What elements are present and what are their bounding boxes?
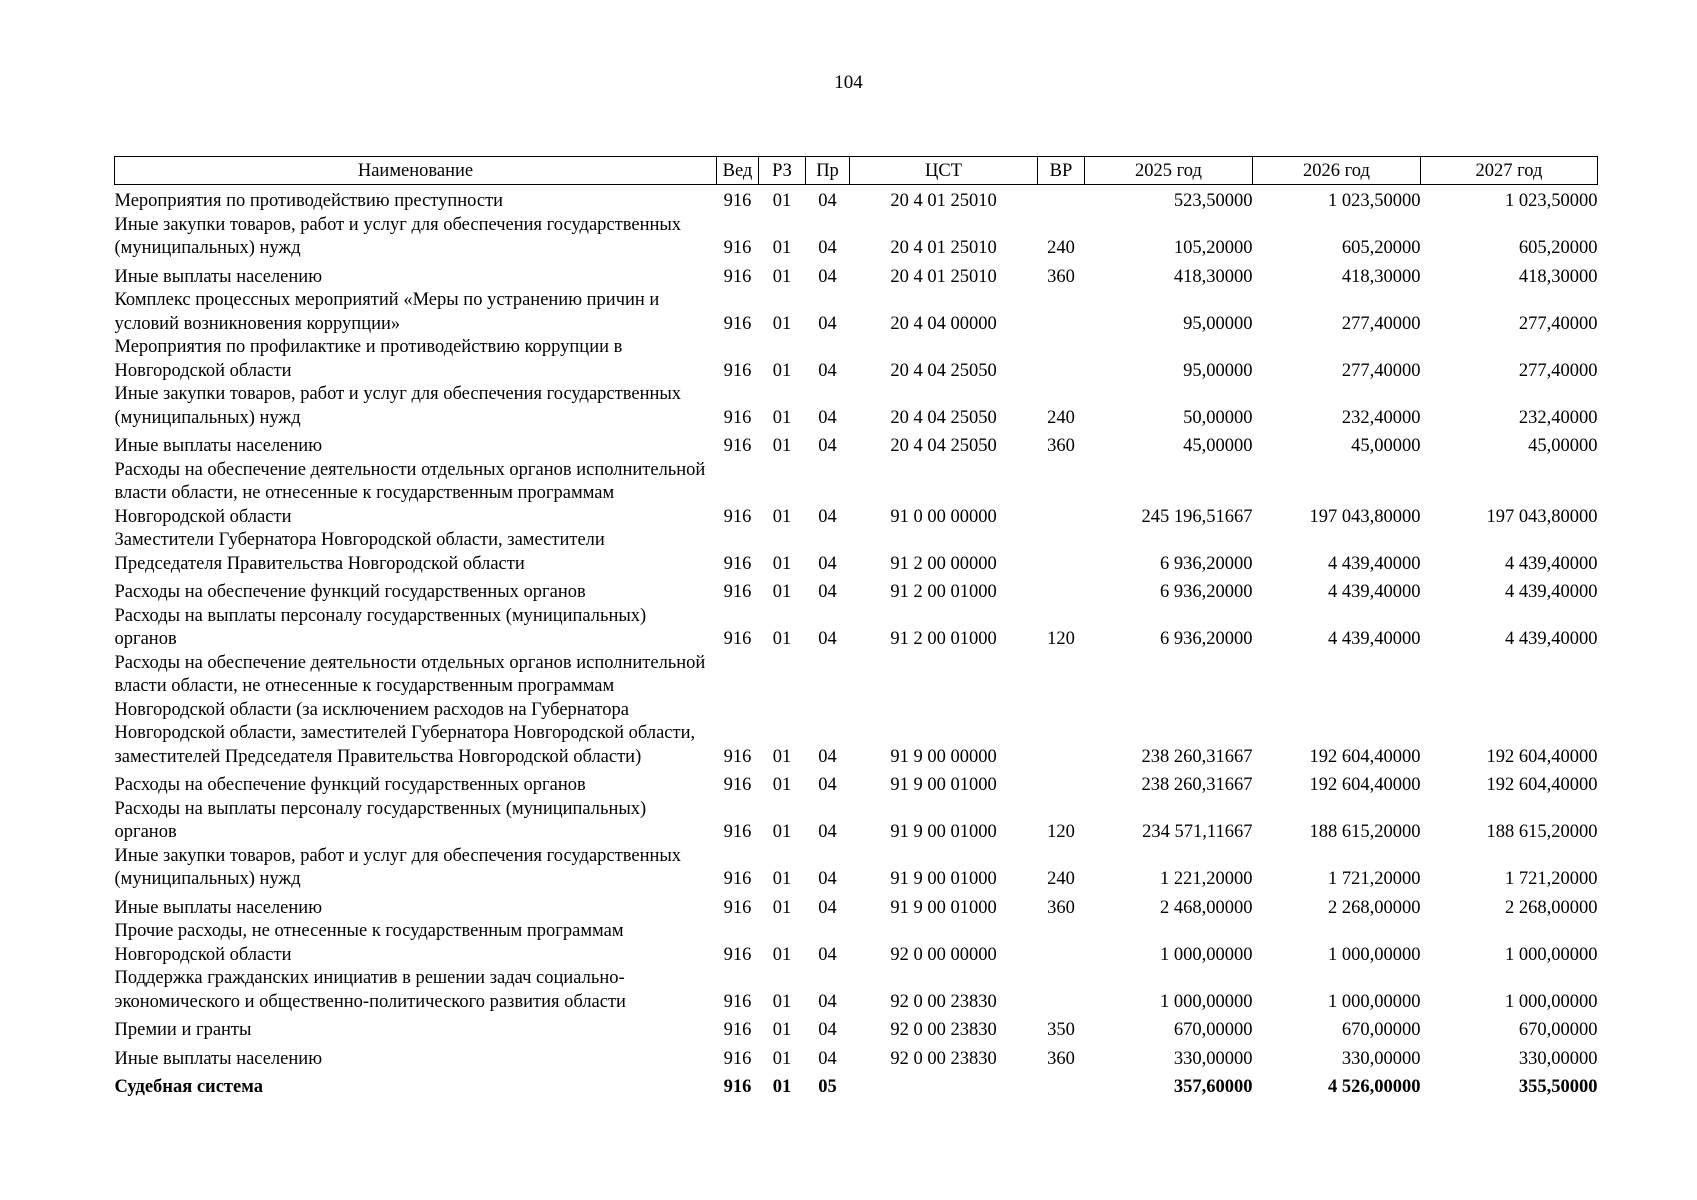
cell-ved: 916 xyxy=(723,506,752,527)
cell-y2025: 1 000,00000 xyxy=(1160,944,1253,965)
header-pr: Пр xyxy=(806,157,850,185)
table-row xyxy=(115,1043,1598,1072)
cell-y2026: 232,40000 xyxy=(1341,407,1421,428)
cell-rz: 01 xyxy=(772,1048,792,1069)
cell-name: Расходы на обеспечение функций государственных органов xyxy=(114,775,586,795)
page-number: 104 xyxy=(834,72,863,93)
cell-pr: 04 xyxy=(818,869,837,889)
cell-vr xyxy=(1038,769,1085,798)
cell-name: Расходы на обеспечение функций государственных органов xyxy=(114,582,586,602)
cell-cst: 20 4 01 25010 xyxy=(890,266,997,287)
cell-y2026: 4 526,00000 xyxy=(1328,1077,1421,1097)
header-ved: Вед xyxy=(717,157,759,185)
cell-cst: 91 2 00 01000 xyxy=(890,629,997,649)
cell-rz: 01 xyxy=(772,582,792,602)
cell-rz: 01 xyxy=(772,238,792,258)
cell-ved: 916 xyxy=(723,436,752,456)
cell-y2026: 197 043,80000 xyxy=(1309,506,1421,527)
table-row xyxy=(115,845,1598,892)
cell-pr: 04 xyxy=(818,1020,837,1040)
cell-vr: 360 xyxy=(1047,897,1075,918)
cell-y2025: 1 221,20000 xyxy=(1160,869,1253,889)
cell-pr: 04 xyxy=(818,313,837,334)
table-row xyxy=(115,892,1598,921)
cell-cst: 92 0 00 23830 xyxy=(890,991,997,1012)
cell-y2026: 605,20000 xyxy=(1341,238,1421,258)
cell-rz: 01 xyxy=(772,629,792,649)
table-row xyxy=(115,459,1598,530)
cell-ved: 916 xyxy=(723,629,752,649)
cell-cst xyxy=(850,1071,1038,1100)
cell-y2026: 188 615,20000 xyxy=(1309,822,1421,842)
cell-y2025: 105,20000 xyxy=(1173,238,1253,258)
table-row xyxy=(115,430,1598,459)
cell-y2025: 95,00000 xyxy=(1183,360,1253,381)
cell-cst: 91 2 00 01000 xyxy=(890,582,997,602)
cell-name: Расходы на выплаты персоналу государственных (муниципальных) органов xyxy=(114,605,647,649)
cell-ved: 916 xyxy=(723,944,752,965)
table-row-total xyxy=(115,1071,1598,1100)
cell-name: Заместители Губернатора Новгородской области, заместители Председателя Правительства Новгородской области xyxy=(114,530,605,574)
cell-y2027: 4 439,40000 xyxy=(1505,553,1598,574)
cell-y2025: 245 196,51667 xyxy=(1141,506,1253,527)
cell-y2027: 418,30000 xyxy=(1518,266,1598,287)
budget-table xyxy=(114,156,1598,1100)
cell-y2026: 1 000,00000 xyxy=(1328,944,1421,965)
cell-cst: 92 0 00 00000 xyxy=(890,944,997,965)
cell-cst: 20 4 04 25050 xyxy=(890,407,997,428)
header-cst: ЦСТ xyxy=(850,157,1038,185)
cell-vr xyxy=(1038,289,1085,336)
cell-y2025: 238 260,31667 xyxy=(1141,775,1253,795)
cell-rz: 01 xyxy=(772,553,792,574)
cell-cst: 20 4 04 25050 xyxy=(890,360,997,381)
cell-vr: 360 xyxy=(1047,266,1075,287)
cell-y2026: 1 000,00000 xyxy=(1328,991,1421,1012)
cell-rz: 01 xyxy=(772,869,792,889)
cell-y2026: 4 439,40000 xyxy=(1328,629,1421,649)
cell-pr: 04 xyxy=(818,746,837,767)
cell-ved: 916 xyxy=(723,1077,752,1097)
cell-y2027: 277,40000 xyxy=(1518,313,1598,334)
cell-pr: 05 xyxy=(818,1077,837,1097)
cell-y2026: 1 023,50000 xyxy=(1328,191,1421,211)
header-2026: 2026 год xyxy=(1253,157,1421,185)
cell-name: Расходы на выплаты персоналу государственных (муниципальных) органов xyxy=(114,798,647,842)
cell-pr: 04 xyxy=(818,629,837,649)
cell-rz: 01 xyxy=(772,822,792,842)
table-row xyxy=(115,1014,1598,1043)
cell-vr xyxy=(1038,967,1085,1014)
cell-vr: 360 xyxy=(1047,1048,1075,1069)
cell-name: Судебная система xyxy=(114,1077,263,1097)
cell-cst: 20 4 04 25050 xyxy=(890,436,997,456)
cell-ved: 916 xyxy=(723,822,752,842)
cell-vr: 120 xyxy=(1047,822,1075,842)
cell-y2027: 192 604,40000 xyxy=(1486,746,1598,767)
cell-rz: 01 xyxy=(772,436,792,456)
cell-rz: 01 xyxy=(772,407,792,428)
cell-name: Иные выплаты населению xyxy=(114,1048,323,1069)
cell-cst: 92 0 00 23830 xyxy=(890,1048,997,1069)
cell-y2027: 670,00000 xyxy=(1518,1020,1598,1040)
cell-rz: 01 xyxy=(772,506,792,527)
cell-y2026: 670,00000 xyxy=(1341,1020,1421,1040)
cell-name: Иные выплаты населению xyxy=(114,436,323,456)
cell-name: Иные закупки товаров, работ и услуг для обеспечения государственных (муниципальных) нужд xyxy=(114,214,682,258)
cell-y2026: 277,40000 xyxy=(1341,360,1421,381)
cell-rz: 01 xyxy=(772,266,792,287)
cell-vr: 350 xyxy=(1047,1020,1075,1040)
cell-y2027: 605,20000 xyxy=(1518,238,1598,258)
cell-y2025: 670,00000 xyxy=(1173,1020,1253,1040)
cell-ved: 916 xyxy=(723,313,752,334)
cell-vr xyxy=(1038,920,1085,967)
table-row xyxy=(115,576,1598,605)
cell-y2025: 238 260,31667 xyxy=(1141,746,1253,767)
table-row xyxy=(115,529,1598,576)
cell-y2025: 95,00000 xyxy=(1183,313,1253,334)
cell-name: Прочие расходы, не отнесенные к государственным программам Новгородской области xyxy=(114,921,624,965)
cell-cst: 91 9 00 01000 xyxy=(890,775,997,795)
cell-cst: 20 4 01 25010 xyxy=(890,238,997,258)
cell-y2025: 357,60000 xyxy=(1173,1077,1253,1097)
cell-y2027: 197 043,80000 xyxy=(1486,506,1598,527)
cell-y2025: 6 936,20000 xyxy=(1160,582,1253,602)
header-vr: ВР xyxy=(1038,157,1085,185)
cell-cst: 91 9 00 01000 xyxy=(890,822,997,842)
cell-pr: 04 xyxy=(818,238,837,258)
cell-ved: 916 xyxy=(723,238,752,258)
cell-vr: 240 xyxy=(1047,869,1075,889)
table-row xyxy=(115,185,1598,214)
cell-vr: 240 xyxy=(1047,407,1075,428)
cell-y2025: 330,00000 xyxy=(1173,1048,1253,1069)
cell-name: Иные закупки товаров, работ и услуг для обеспечения государственных (муниципальных) нужд xyxy=(114,845,682,889)
cell-pr: 04 xyxy=(818,822,837,842)
cell-pr: 04 xyxy=(818,266,837,287)
cell-y2026: 418,30000 xyxy=(1341,266,1421,287)
cell-y2026: 45,00000 xyxy=(1351,436,1421,456)
cell-pr: 04 xyxy=(818,775,837,795)
cell-rz: 01 xyxy=(772,897,792,918)
cell-cst: 20 4 01 25010 xyxy=(890,191,997,211)
cell-ved: 916 xyxy=(723,266,752,287)
cell-pr: 04 xyxy=(818,506,837,527)
cell-y2027: 1 000,00000 xyxy=(1505,944,1598,965)
cell-y2025: 50,00000 xyxy=(1183,407,1253,428)
cell-pr: 04 xyxy=(818,897,837,918)
cell-pr: 04 xyxy=(818,1048,837,1069)
cell-rz: 01 xyxy=(772,1020,792,1040)
cell-rz: 01 xyxy=(772,191,792,211)
cell-vr: 240 xyxy=(1047,238,1075,258)
table-row xyxy=(115,289,1598,336)
cell-vr xyxy=(1038,336,1085,383)
cell-y2026: 192 604,40000 xyxy=(1309,746,1421,767)
cell-y2027: 2 268,00000 xyxy=(1505,897,1598,918)
cell-cst: 91 2 00 00000 xyxy=(890,553,997,574)
cell-y2025: 1 000,00000 xyxy=(1160,991,1253,1012)
cell-pr: 04 xyxy=(818,360,837,381)
cell-pr: 04 xyxy=(818,407,837,428)
cell-pr: 04 xyxy=(818,582,837,602)
header-2027: 2027 год xyxy=(1421,157,1598,185)
header-rz: РЗ xyxy=(759,157,806,185)
table-row xyxy=(115,383,1598,430)
cell-name: Расходы на обеспечение деятельности отдельных органов исполнительной власти области, не отнесенные к государственным программам Новгородской области xyxy=(114,459,706,527)
cell-y2027: 232,40000 xyxy=(1518,407,1598,428)
cell-name: Иные выплаты населению xyxy=(114,897,323,918)
cell-pr: 04 xyxy=(818,991,837,1012)
cell-cst: 91 9 00 01000 xyxy=(890,897,997,918)
cell-y2027: 1 721,20000 xyxy=(1505,869,1598,889)
cell-y2026: 4 439,40000 xyxy=(1328,582,1421,602)
cell-ved: 916 xyxy=(723,360,752,381)
cell-ved: 916 xyxy=(723,1048,752,1069)
cell-y2026: 277,40000 xyxy=(1341,313,1421,334)
cell-name: Поддержка гражданских инициатив в решении задач социально-экономического и общественно-политического развития области xyxy=(114,968,626,1012)
cell-ved: 916 xyxy=(723,191,752,211)
cell-rz: 01 xyxy=(772,991,792,1012)
cell-vr xyxy=(1038,185,1085,214)
cell-y2025: 6 936,20000 xyxy=(1160,553,1253,574)
cell-y2027: 188 615,20000 xyxy=(1486,822,1598,842)
cell-cst: 91 0 00 00000 xyxy=(890,506,997,527)
table-row xyxy=(115,336,1598,383)
cell-cst: 92 0 00 23830 xyxy=(890,1020,997,1040)
cell-cst: 91 9 00 00000 xyxy=(890,746,997,767)
cell-y2025: 6 936,20000 xyxy=(1160,629,1253,649)
cell-ved: 916 xyxy=(723,746,752,767)
cell-name: Расходы на обеспечение деятельности отдельных органов исполнительной власти области, не отнесенные к государственным программам Новгородской области (за исключением расходов на Губернатора Новгородской области, заместителей Губернатора Новгородской области, заместителей Председателя Правительства Новгородской области) xyxy=(114,652,706,767)
cell-ved: 916 xyxy=(723,582,752,602)
cell-y2026: 192 604,40000 xyxy=(1309,775,1421,795)
cell-cst: 20 4 04 00000 xyxy=(890,313,997,334)
table-row xyxy=(115,214,1598,261)
cell-name: Мероприятия по профилактике и противодействию коррупции в Новгородской области xyxy=(114,337,623,381)
cell-rz: 01 xyxy=(772,944,792,965)
cell-rz: 01 xyxy=(772,746,792,767)
cell-vr xyxy=(1038,652,1085,770)
cell-ved: 916 xyxy=(723,407,752,428)
cell-name: Мероприятия по противодействию преступности xyxy=(114,191,504,211)
cell-rz: 01 xyxy=(772,1077,792,1097)
cell-y2027: 4 439,40000 xyxy=(1505,582,1598,602)
table-row xyxy=(115,652,1598,770)
cell-y2027: 355,50000 xyxy=(1518,1077,1598,1097)
header-2025: 2025 год xyxy=(1085,157,1253,185)
cell-y2027: 192 604,40000 xyxy=(1486,775,1598,795)
cell-ved: 916 xyxy=(723,1020,752,1040)
cell-pr: 04 xyxy=(818,944,837,965)
cell-y2026: 4 439,40000 xyxy=(1328,553,1421,574)
table-row xyxy=(115,798,1598,845)
cell-y2027: 4 439,40000 xyxy=(1505,629,1598,649)
cell-y2025: 2 468,00000 xyxy=(1160,897,1253,918)
cell-ved: 916 xyxy=(723,991,752,1012)
cell-ved: 916 xyxy=(723,775,752,795)
cell-y2026: 1 721,20000 xyxy=(1328,869,1421,889)
cell-y2025: 45,00000 xyxy=(1183,436,1253,456)
cell-y2026: 330,00000 xyxy=(1341,1048,1421,1069)
header-name: Наименование xyxy=(115,157,717,185)
table-body xyxy=(115,185,1598,1100)
cell-vr xyxy=(1038,576,1085,605)
cell-ved: 916 xyxy=(723,553,752,574)
cell-cst: 91 9 00 01000 xyxy=(890,869,997,889)
table-row xyxy=(115,920,1598,967)
cell-rz: 01 xyxy=(772,775,792,795)
cell-name: Иные выплаты населению xyxy=(114,266,323,287)
table-row xyxy=(115,769,1598,798)
table-row xyxy=(115,261,1598,290)
cell-y2027: 1 023,50000 xyxy=(1505,191,1598,211)
cell-name: Премии и гранты xyxy=(114,1020,252,1040)
cell-pr: 04 xyxy=(818,553,837,574)
cell-y2026: 2 268,00000 xyxy=(1328,897,1421,918)
cell-vr xyxy=(1038,459,1085,530)
cell-pr: 04 xyxy=(818,436,837,456)
cell-vr xyxy=(1038,1071,1085,1100)
cell-ved: 916 xyxy=(723,869,752,889)
cell-y2027: 330,00000 xyxy=(1518,1048,1598,1069)
cell-y2027: 277,40000 xyxy=(1518,360,1598,381)
cell-y2027: 45,00000 xyxy=(1528,436,1598,456)
table-header xyxy=(115,157,1598,185)
cell-ved: 916 xyxy=(723,897,752,918)
cell-rz: 01 xyxy=(772,313,792,334)
cell-y2025: 523,50000 xyxy=(1173,191,1253,211)
cell-name: Комплекс процессных мероприятий «Меры по устранению причин и условий возникновения коррупции» xyxy=(114,290,660,334)
table-row xyxy=(115,967,1598,1014)
cell-vr: 120 xyxy=(1047,629,1075,649)
cell-vr xyxy=(1038,529,1085,576)
cell-y2027: 1 000,00000 xyxy=(1505,991,1598,1012)
cell-y2025: 234 571,11667 xyxy=(1142,822,1253,842)
cell-pr: 04 xyxy=(818,191,837,211)
cell-vr: 360 xyxy=(1047,436,1075,456)
cell-rz: 01 xyxy=(772,360,792,381)
table-row xyxy=(115,605,1598,652)
cell-name: Иные закупки товаров, работ и услуг для обеспечения государственных (муниципальных) нужд xyxy=(114,384,682,428)
cell-y2025: 418,30000 xyxy=(1173,266,1253,287)
